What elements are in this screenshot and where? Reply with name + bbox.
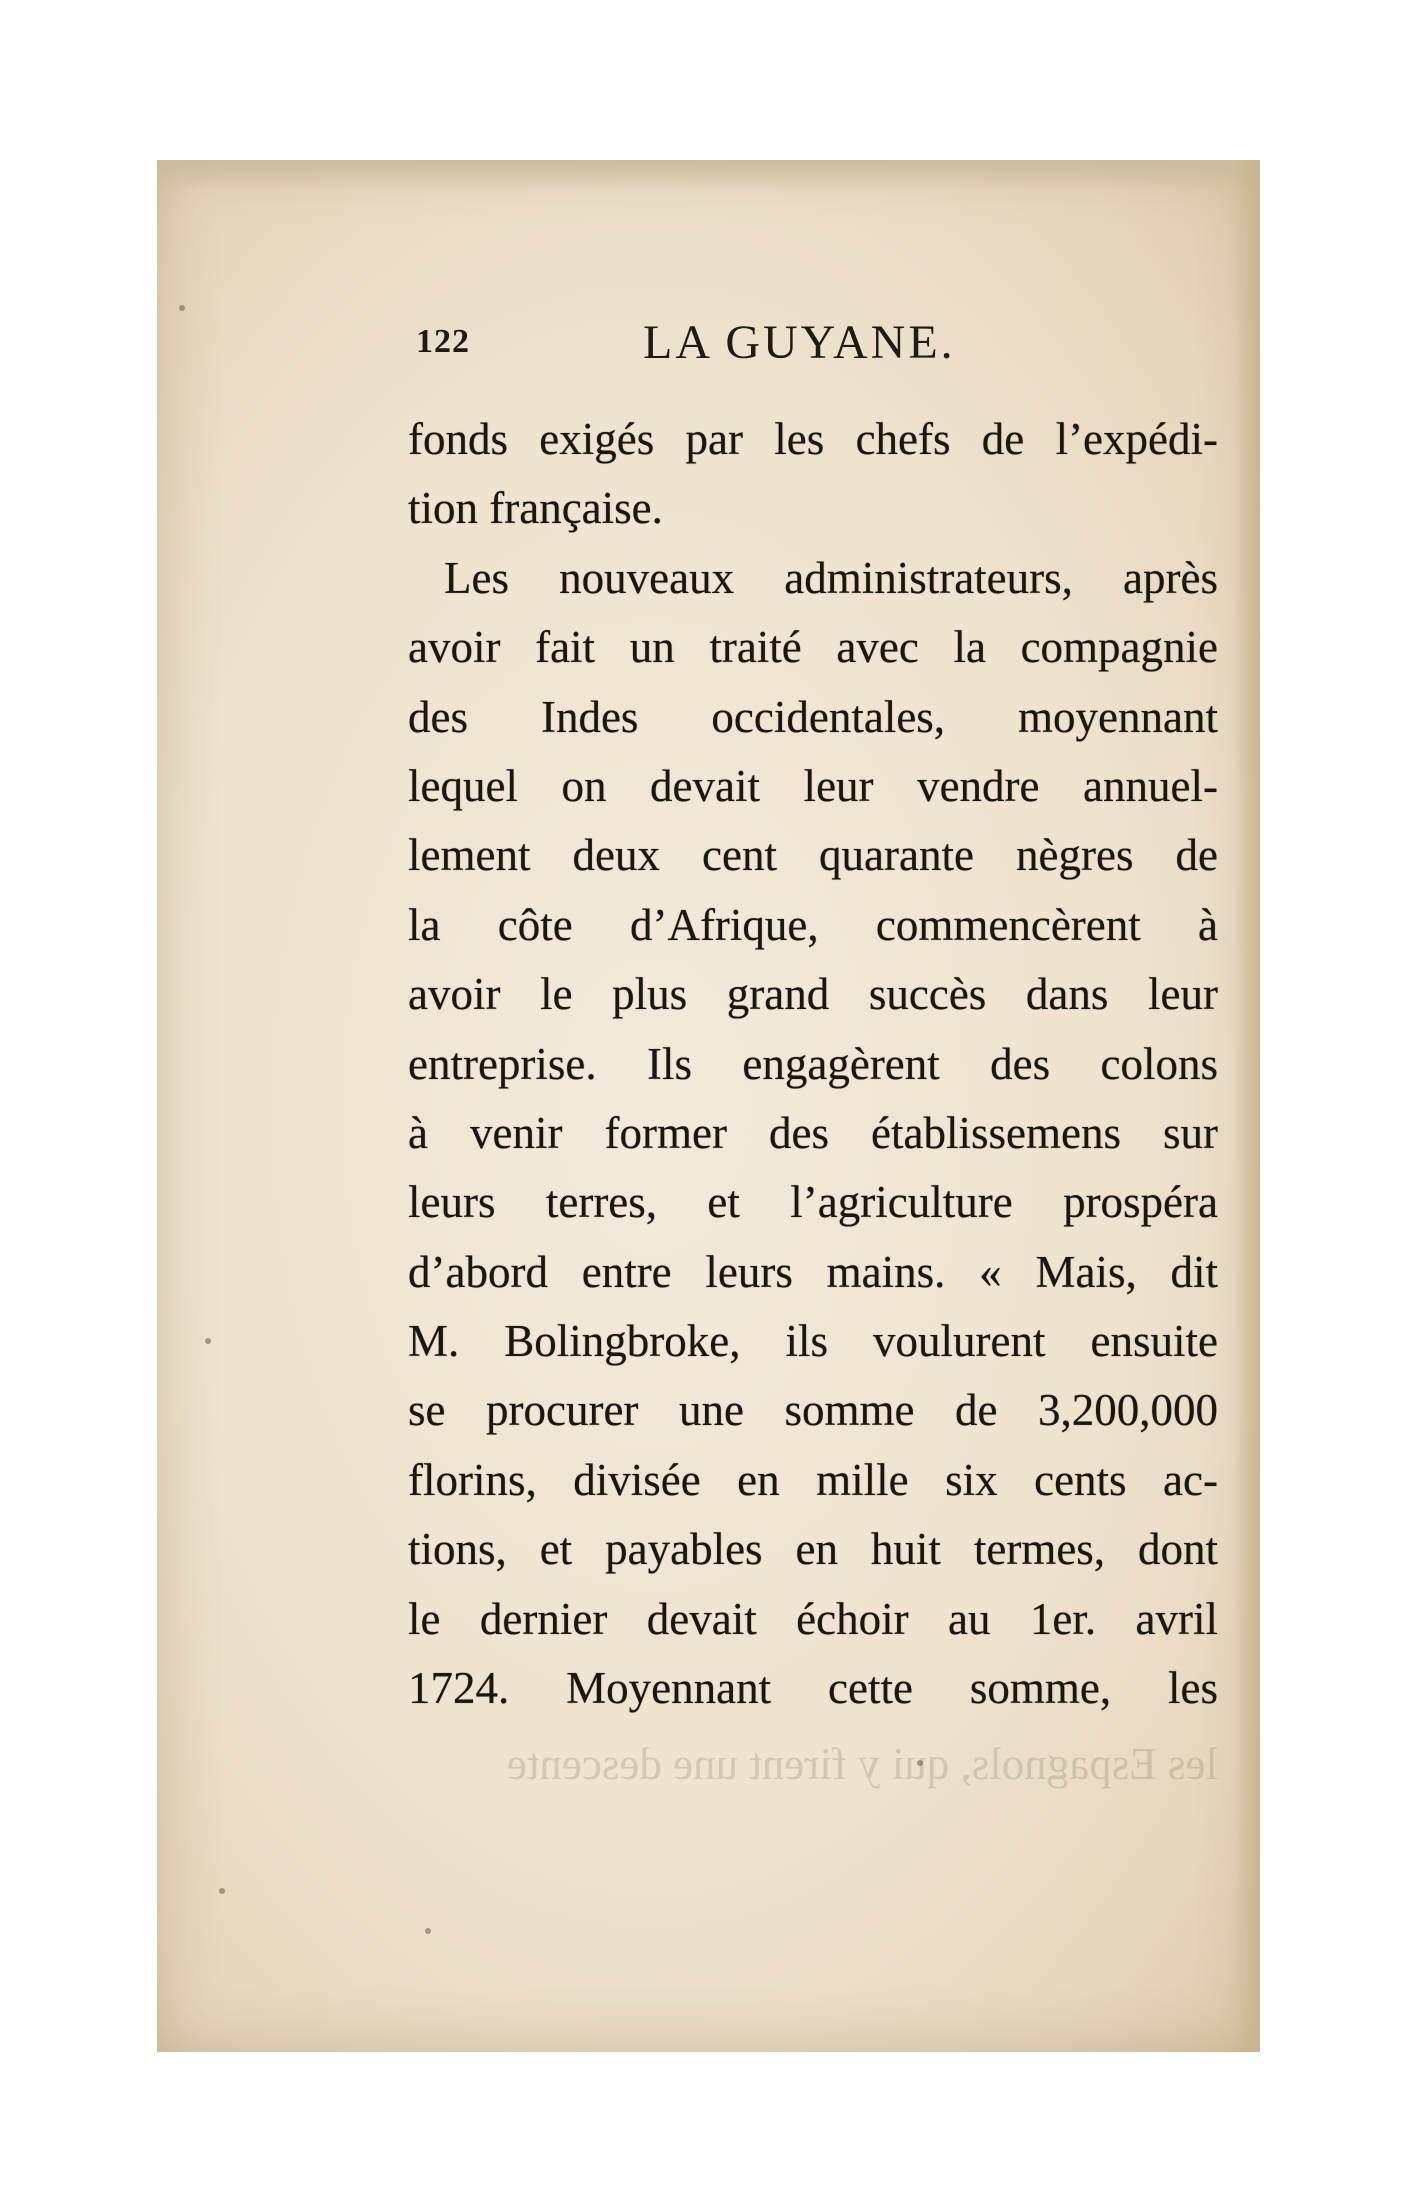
paper-speck — [205, 1338, 211, 1344]
text-line: avoir fait un traité avec la compagnie — [408, 622, 1218, 673]
paper-speck — [219, 1888, 225, 1894]
text-line: entreprise. Ils engagèrent des colons — [408, 1038, 1218, 1089]
text-line: tions, et payables en huit termes, dont — [408, 1524, 1218, 1575]
text-line: avoir le plus grand succès dans leur — [408, 969, 1218, 1020]
running-head — [416, 316, 1216, 383]
text-line: florins, divisée en mille six cents ac- — [408, 1454, 1218, 1505]
running-title: LA GUYANE. — [643, 316, 956, 369]
text-line: à venir former des établissemens sur — [408, 1107, 1218, 1158]
text-line: Les nouveaux administrateurs, après — [444, 552, 1218, 603]
body-text — [408, 405, 1218, 1723]
text-line: M. Bolingbroke, ils voulurent ensuite — [408, 1316, 1218, 1367]
text-line: leurs terres, et l’agriculture prospéra — [408, 1177, 1218, 1228]
text-line: le dernier devait échoir au 1er. avril — [408, 1593, 1218, 1644]
text-line: se procurer une somme de 3,200,000 — [408, 1385, 1218, 1436]
text-line: la côte d’Afrique, commencèrent à — [408, 899, 1218, 950]
text-line: tion française. — [408, 483, 663, 534]
text-line: 1724. Moyennant cette somme, les — [408, 1663, 1218, 1714]
text-line: lement deux cent quarante nègres de — [408, 830, 1218, 881]
text-line: d’abord entre leurs mains. « Mais, dit — [408, 1246, 1218, 1297]
text-line: des Indes occidentales, moyennant — [408, 691, 1218, 742]
paper-speck — [425, 1928, 431, 1934]
page-number: 122 — [416, 323, 470, 360]
paper-speck — [179, 305, 185, 311]
text-line: lequel on devait leur vendre annuel- — [408, 760, 1218, 811]
text-line: fonds exigés par les chefs de l’expédi- — [408, 414, 1218, 464]
bleed-through-text: les Espagnols, qui y firent une descente — [506, 1739, 1218, 1789]
